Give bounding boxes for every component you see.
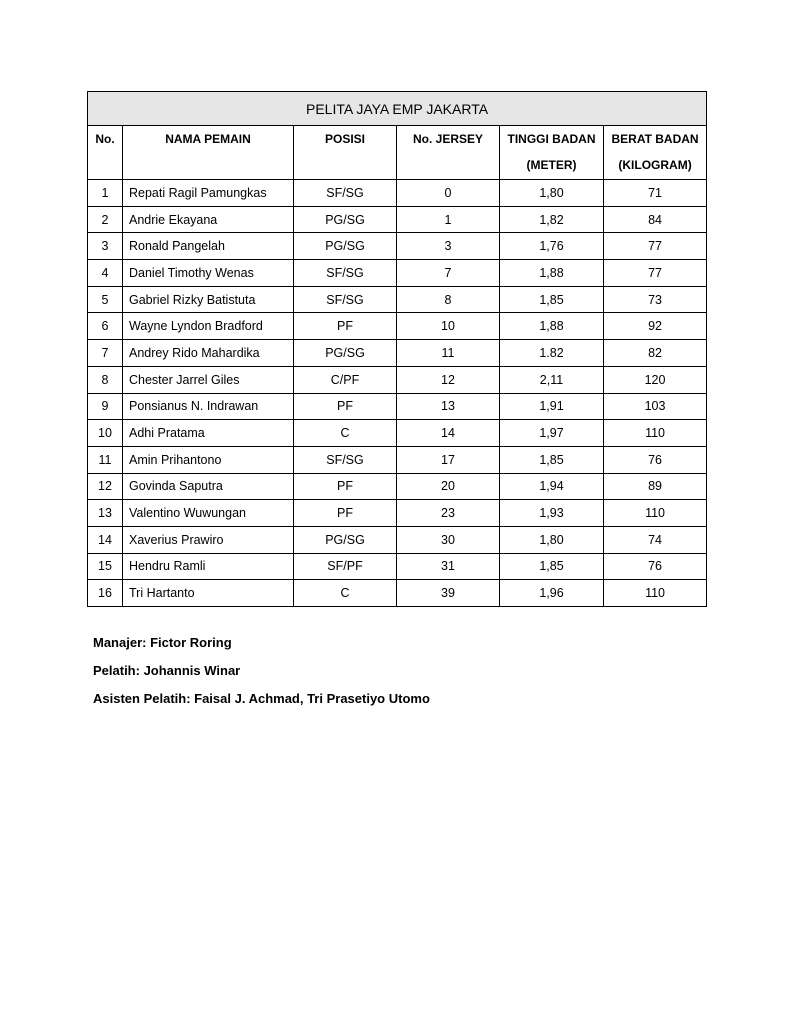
cell-name: Tri Hartanto [123, 580, 294, 607]
cell-position: PG/SG [294, 233, 397, 260]
cell-no: 15 [88, 553, 123, 580]
cell-name: Hendru Ramli [123, 553, 294, 580]
table-row [88, 206, 707, 233]
cell-weight: 73 [604, 286, 707, 313]
cell-weight: 120 [604, 366, 707, 393]
coach-line: Pelatih: Johannis Winar [93, 663, 241, 678]
cell-position: SF/SG [294, 446, 397, 473]
table-row [88, 553, 707, 580]
table-title-row [88, 92, 707, 126]
cell-position: C [294, 420, 397, 447]
cell-name: Andrie Ekayana [123, 206, 294, 233]
cell-position: SF/SG [294, 180, 397, 207]
cell-position: C/PF [294, 366, 397, 393]
table-row [88, 500, 707, 527]
cell-height: 1,97 [500, 420, 604, 447]
cell-position: PG/SG [294, 526, 397, 553]
table-row [88, 393, 707, 420]
header-name: NAMA PEMAIN [123, 126, 294, 180]
cell-weight: 92 [604, 313, 707, 340]
cell-position: C [294, 580, 397, 607]
cell-weight: 103 [604, 393, 707, 420]
cell-jersey: 3 [397, 233, 500, 260]
cell-no: 8 [88, 366, 123, 393]
cell-position: PG/SG [294, 206, 397, 233]
header-jersey: No. JERSEY [397, 126, 500, 180]
cell-weight: 82 [604, 340, 707, 367]
assistant-coach-line: Asisten Pelatih: Faisal J. Achmad, Tri Prasetiyo Utomo [93, 691, 430, 706]
cell-name: Xaverius Prawiro [123, 526, 294, 553]
cell-height: 1,96 [500, 580, 604, 607]
cell-position: PF [294, 500, 397, 527]
cell-name: Gabriel Rizky Batistuta [123, 286, 294, 313]
table-row [88, 580, 707, 607]
cell-jersey: 30 [397, 526, 500, 553]
cell-jersey: 12 [397, 366, 500, 393]
cell-position: PF [294, 393, 397, 420]
cell-name: Chester Jarrel Giles [123, 366, 294, 393]
cell-weight: 71 [604, 180, 707, 207]
cell-height: 1.82 [500, 340, 604, 367]
cell-name: Govinda Saputra [123, 473, 294, 500]
cell-weight: 74 [604, 526, 707, 553]
cell-no: 1 [88, 180, 123, 207]
table-row [88, 313, 707, 340]
cell-name: Valentino Wuwungan [123, 500, 294, 527]
cell-weight: 110 [604, 500, 707, 527]
cell-height: 1,93 [500, 500, 604, 527]
cell-height: 1,82 [500, 206, 604, 233]
cell-height: 1,91 [500, 393, 604, 420]
cell-no: 9 [88, 393, 123, 420]
cell-no: 5 [88, 286, 123, 313]
cell-name: Ponsianus N. Indrawan [123, 393, 294, 420]
cell-height: 1,80 [500, 180, 604, 207]
cell-weight: 110 [604, 420, 707, 447]
table-row [88, 366, 707, 393]
table-row [88, 260, 707, 287]
cell-jersey: 31 [397, 553, 500, 580]
table-row [88, 446, 707, 473]
cell-name: Wayne Lyndon Bradford [123, 313, 294, 340]
table-row [88, 473, 707, 500]
header-weight [604, 126, 707, 180]
cell-no: 4 [88, 260, 123, 287]
cell-jersey: 10 [397, 313, 500, 340]
cell-name: Adhi Pratama [123, 420, 294, 447]
cell-weight: 77 [604, 233, 707, 260]
cell-weight: 77 [604, 260, 707, 287]
cell-jersey: 8 [397, 286, 500, 313]
cell-jersey: 39 [397, 580, 500, 607]
cell-name: Repati Ragil Pamungkas [123, 180, 294, 207]
cell-no: 13 [88, 500, 123, 527]
cell-no: 11 [88, 446, 123, 473]
cell-weight: 84 [604, 206, 707, 233]
cell-jersey: 13 [397, 393, 500, 420]
cell-no: 7 [88, 340, 123, 367]
cell-height: 1,85 [500, 286, 604, 313]
table-body [88, 180, 707, 607]
manager-line: Manajer: Fictor Roring [93, 635, 232, 650]
cell-name: Ronald Pangelah [123, 233, 294, 260]
table-row [88, 420, 707, 447]
cell-weight: 76 [604, 446, 707, 473]
cell-name: Andrey Rido Mahardika [123, 340, 294, 367]
cell-no: 10 [88, 420, 123, 447]
cell-height: 1,94 [500, 473, 604, 500]
cell-weight: 110 [604, 580, 707, 607]
header-weight-line2: (KILOGRAM) [618, 158, 692, 172]
cell-jersey: 17 [397, 446, 500, 473]
cell-no: 16 [88, 580, 123, 607]
cell-position: PG/SG [294, 340, 397, 367]
cell-height: 1,88 [500, 313, 604, 340]
cell-jersey: 0 [397, 180, 500, 207]
cell-no: 3 [88, 233, 123, 260]
cell-jersey: 20 [397, 473, 500, 500]
cell-jersey: 1 [397, 206, 500, 233]
table-row [88, 286, 707, 313]
cell-name: Daniel Timothy Wenas [123, 260, 294, 287]
cell-jersey: 11 [397, 340, 500, 367]
table-row [88, 180, 707, 207]
header-height-line2: (METER) [526, 158, 577, 172]
cell-position: SF/PF [294, 553, 397, 580]
cell-no: 12 [88, 473, 123, 500]
cell-jersey: 14 [397, 420, 500, 447]
roster-table [87, 91, 707, 607]
header-height [500, 126, 604, 180]
cell-height: 2,11 [500, 366, 604, 393]
header-position: POSISI [294, 126, 397, 180]
table-row [88, 233, 707, 260]
table-row [88, 340, 707, 367]
cell-jersey: 23 [397, 500, 500, 527]
header-no: No. [88, 126, 123, 180]
table-row [88, 526, 707, 553]
cell-no: 2 [88, 206, 123, 233]
cell-height: 1,76 [500, 233, 604, 260]
cell-position: SF/SG [294, 260, 397, 287]
cell-no: 14 [88, 526, 123, 553]
cell-name: Amin Prihantono [123, 446, 294, 473]
cell-position: PF [294, 473, 397, 500]
cell-position: SF/SG [294, 286, 397, 313]
cell-weight: 76 [604, 553, 707, 580]
cell-jersey: 7 [397, 260, 500, 287]
cell-weight: 89 [604, 473, 707, 500]
cell-height: 1,85 [500, 446, 604, 473]
cell-no: 6 [88, 313, 123, 340]
header-height-line1: TINGGI BADAN [507, 132, 596, 146]
cell-height: 1,80 [500, 526, 604, 553]
cell-height: 1,85 [500, 553, 604, 580]
cell-position: PF [294, 313, 397, 340]
cell-height: 1,88 [500, 260, 604, 287]
table-header-row [88, 126, 707, 180]
table-title: PELITA JAYA EMP JAKARTA [88, 92, 707, 126]
header-weight-line1: BERAT BADAN [611, 132, 699, 146]
